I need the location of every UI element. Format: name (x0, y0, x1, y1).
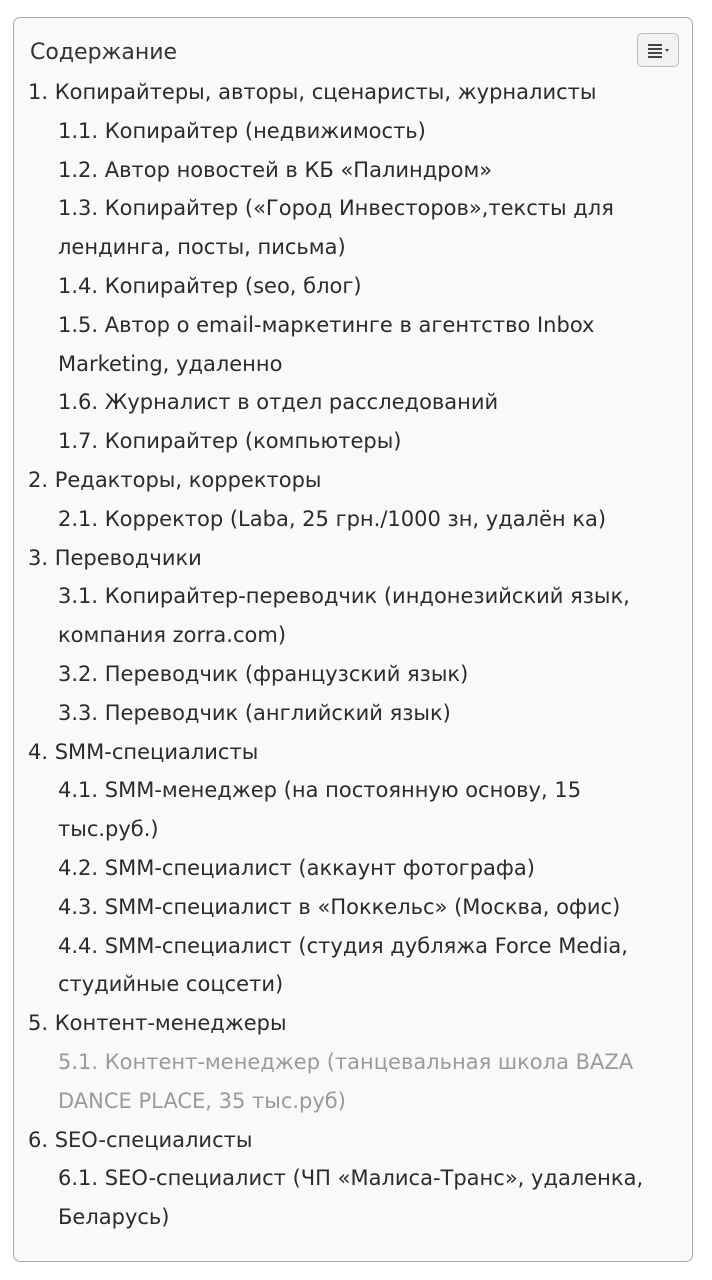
toc-link[interactable]: 6. SEO-специалисты (28, 1127, 253, 1152)
toc-link[interactable]: 3.3. Переводчик (английский язык) (58, 700, 451, 725)
toc-link[interactable]: 3.1. Копирайтер-переводчик (индонезийский язык, компания zorra.com) (58, 584, 630, 648)
toc-link[interactable]: 1.4. Копирайтер (seo, блог) (58, 273, 362, 298)
toc-title: Содержание (30, 40, 178, 65)
toc-link-visited[interactable]: 5.1. Контент-менеджер (танцевальная школа BAZA DANCE PLACE, 35 тыс.руб) (58, 1049, 634, 1113)
toc-link[interactable]: 3. Переводчики (28, 545, 202, 570)
table-of-contents (13, 17, 693, 1262)
toc-link[interactable]: 4.1. SMM-менеджер (на постоянную основу, 15 тыс.руб.) (58, 778, 582, 842)
toc-link[interactable]: 2.1. Корректор (Laba, 25 грн./1000 зн, удалён ка) (58, 506, 607, 531)
toc-list (28, 73, 678, 1237)
toc-link[interactable]: 1.1. Копирайтер (недвижимость) (58, 118, 426, 143)
toc-link[interactable]: 1.6. Журналист в отдел расследований (58, 390, 499, 415)
toc-link[interactable]: 3.2. Переводчик (французский язык) (58, 661, 469, 686)
toc-link[interactable]: 5. Контент-менеджеры (28, 1011, 287, 1036)
toc-link[interactable]: 4.4. SMM-специалист (студия дубляжа Force Media, студийные соцсети) (58, 933, 628, 997)
toc-link[interactable]: 1.2. Автор новостей в КБ «Палиндром» (58, 157, 493, 182)
list-toggle-icon (648, 44, 670, 58)
toc-link[interactable]: 6.1. SEO-специалист (ЧП «Малиса-Транс», удаленка, Беларусь) (58, 1166, 644, 1230)
toc-link[interactable]: 1.3. Копирайтер («Город Инвесторов»,тексты для лендинга, посты, письма) (58, 196, 614, 260)
toc-link[interactable]: 4. SMM-специалисты (28, 739, 259, 764)
toc-toggle-button[interactable] (637, 33, 679, 67)
toc-link[interactable]: 1.5. Автор о email-маркетинге в агентство Inbox Marketing, удаленно (58, 312, 595, 376)
toc-link[interactable]: 1. Копирайтеры, авторы, сценаристы, журналисты (28, 80, 597, 104)
toc-link[interactable]: 4.2. SMM-специалист (аккаунт фотографа) (58, 855, 535, 880)
toc-link[interactable]: 4.3. SMM-специалист в «Поккельс» (Москва, офис) (58, 894, 621, 919)
toc-link[interactable]: 2. Редакторы, корректоры (28, 467, 322, 492)
toc-link[interactable]: 1.7. Копирайтер (компьютеры) (58, 429, 402, 454)
